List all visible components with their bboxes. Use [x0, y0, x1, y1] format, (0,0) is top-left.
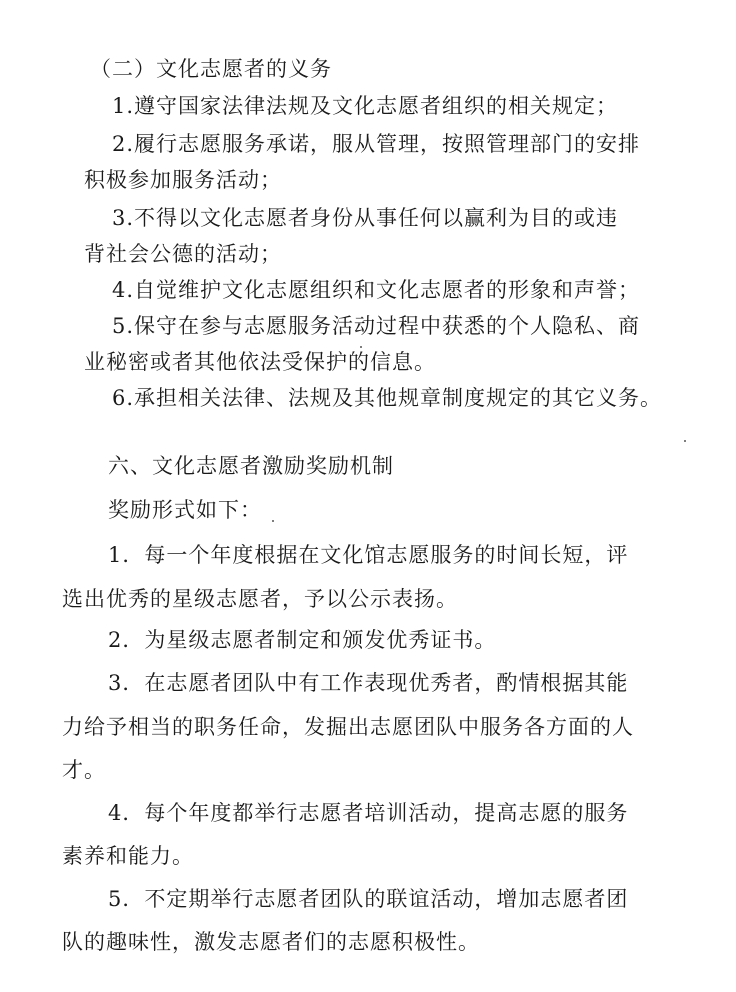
- duty-item-6: 6.承担相关法律、法规及其他规章制度规定的其它义务。: [112, 386, 663, 410]
- incentive-item-1-cont: 选出优秀的星级志愿者，予以公示表扬。: [62, 587, 458, 611]
- incentive-item-4-cont: 素养和能力。: [62, 844, 194, 868]
- duty-item-4: 4.自觉维护文化志愿组织和文化志愿者的形象和声誉；: [112, 278, 641, 302]
- duty-item-3-cont: 背社会公德的活动；: [84, 242, 282, 266]
- duty-item-5: 5.保守在参与志愿服务活动过程中获悉的个人隐私、商: [112, 314, 641, 338]
- scan-speck: [360, 346, 362, 348]
- duty-item-3: 3.不得以文化志愿者身份从事任何以赢利为目的或违: [112, 206, 619, 230]
- incentive-intro: 奖励形式如下：: [108, 498, 262, 522]
- scan-speck: [272, 520, 274, 522]
- incentive-item-4: 4．每个年度都举行志愿者培训活动，提高志愿的服务: [108, 801, 629, 825]
- incentive-item-5-cont: 队的趣味性，激发志愿者们的志愿积极性。: [62, 930, 480, 954]
- section-incentive-heading: 六、文化志愿者激励奖励机制: [108, 454, 394, 478]
- incentive-item-5: 5．不定期举行志愿者团队的联谊活动，增加志愿者团: [108, 887, 629, 911]
- incentive-item-2: 2．为星级志愿者制定和颁发优秀证书。: [108, 628, 497, 652]
- duty-item-5-cont: 业秘密或者其他依法受保护的信息。: [84, 350, 436, 374]
- scan-speck: [684, 440, 686, 442]
- incentive-item-3: 3．在志愿者团队中有工作表现优秀者，酌情根据其能: [108, 671, 629, 695]
- incentive-item-1: 1．每一个年度根据在文化馆志愿服务的时间长短，评: [108, 543, 629, 567]
- incentive-item-3-end: 才。: [62, 758, 106, 782]
- incentive-item-3-cont: 力给予相当的职务任命，发掘出志愿团队中服务各方面的人: [62, 715, 634, 739]
- duty-item-2-cont: 积极参加服务活动；: [84, 168, 282, 192]
- duty-item-1: 1.遵守国家法律法规及文化志愿者组织的相关规定；: [112, 94, 619, 118]
- section-duties-heading: （二）文化志愿者的义务: [90, 57, 332, 81]
- duty-item-2: 2.履行志愿服务承诺，服从管理，按照管理部门的安排: [112, 132, 641, 156]
